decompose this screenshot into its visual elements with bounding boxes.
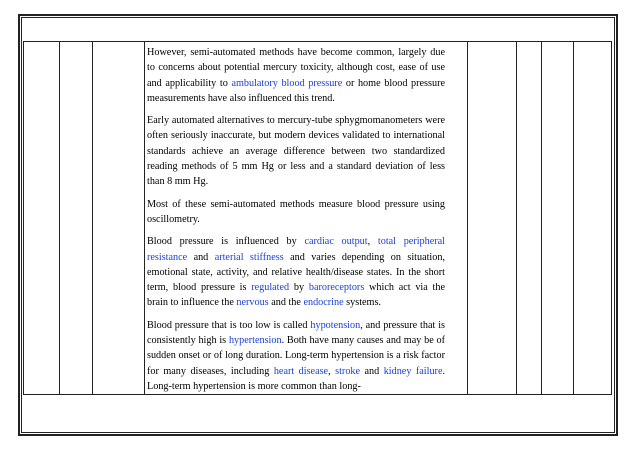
table-column-divider — [59, 42, 60, 394]
paragraph-text: and varies depending on situation, emotional state, activity, and relative health/disease states. In the short term, blood pressure is — [147, 251, 445, 294]
paragraph-text: by — [289, 282, 309, 294]
paragraph-text: Blood pressure is influenced by — [147, 236, 305, 248]
link-total-peripheral-resistance[interactable]: total peripheral resistance — [147, 236, 446, 263]
link-heart-disease[interactable]: heart disease — [273, 365, 329, 377]
paragraph-text: . Long-term hypertension is more common than long- — [147, 365, 446, 392]
link-arterial-stiffness[interactable]: arterial stiffness — [214, 251, 284, 263]
table-column-divider — [541, 42, 542, 394]
link-regulated[interactable]: regulated — [251, 282, 290, 294]
table-column-divider — [92, 42, 93, 394]
paragraph-text: and — [360, 365, 384, 377]
text-cell — [147, 45, 445, 401]
paragraph-text: and — [187, 251, 215, 263]
paragraph-text: Most of these semi-automated methods measure blood pressure using oscillometry. — [147, 198, 445, 225]
link-kidney-failure[interactable]: kidney failure — [383, 365, 443, 377]
table-column-divider — [516, 42, 517, 394]
paragraph-text: , — [328, 365, 336, 377]
paragraph-text: Early automated alternatives to mercury-tube sphygmomanometers were often seriously inaccurate, but modern devices validated to international standards achieve an average difference between two standardized reading methods of 5 mm Hg or less and a standard deviation of less than 8 mm Hg. — [147, 115, 445, 188]
paragraph-hypotension-hypertension — [147, 318, 445, 394]
paragraph-text: , — [367, 236, 378, 248]
paragraph-text: . Both have many causes and may be of sudden onset or of long duration. Long-term hypertension is a risk factor for many diseases, including — [147, 335, 445, 377]
paragraph-text: Blood pressure that is too low is called — [147, 319, 311, 331]
paragraph-text: systems. — [343, 297, 381, 309]
paragraph-automated-methods — [147, 45, 445, 106]
table-column-divider — [573, 42, 574, 394]
paragraph-text: or home blood pressure measurements have also influenced this trend. — [147, 77, 445, 104]
table-column-divider — [467, 42, 468, 394]
table-column-divider — [144, 42, 145, 394]
paragraph-early-alternatives — [147, 113, 445, 189]
link-stroke[interactable]: stroke — [335, 365, 361, 377]
paragraph-influences — [147, 234, 445, 310]
link-hypertension[interactable]: hypertension — [228, 335, 282, 347]
paragraph-text: which act via the brain to influence the — [147, 282, 445, 309]
link-nervous[interactable]: nervous — [236, 297, 269, 309]
paragraph-oscillometry — [147, 197, 445, 228]
link-hypotension[interactable]: hypotension — [310, 319, 361, 331]
link-baroreceptors[interactable]: baroreceptors — [308, 282, 365, 294]
link-endocrine[interactable]: endocrine — [303, 297, 344, 309]
paragraph-text: and the — [268, 297, 304, 309]
link-ambulatory-blood-pressure[interactable]: ambulatory blood pressure — [231, 77, 343, 89]
paragraph-text: , and pressure that is consistently high is — [147, 319, 445, 347]
link-cardiac-output[interactable]: cardiac output — [304, 236, 368, 248]
paragraph-text: However, semi-automated methods have become common, largely due to concerns about potential mercury toxicity, although cost, ease of use and applicability to — [147, 47, 445, 89]
